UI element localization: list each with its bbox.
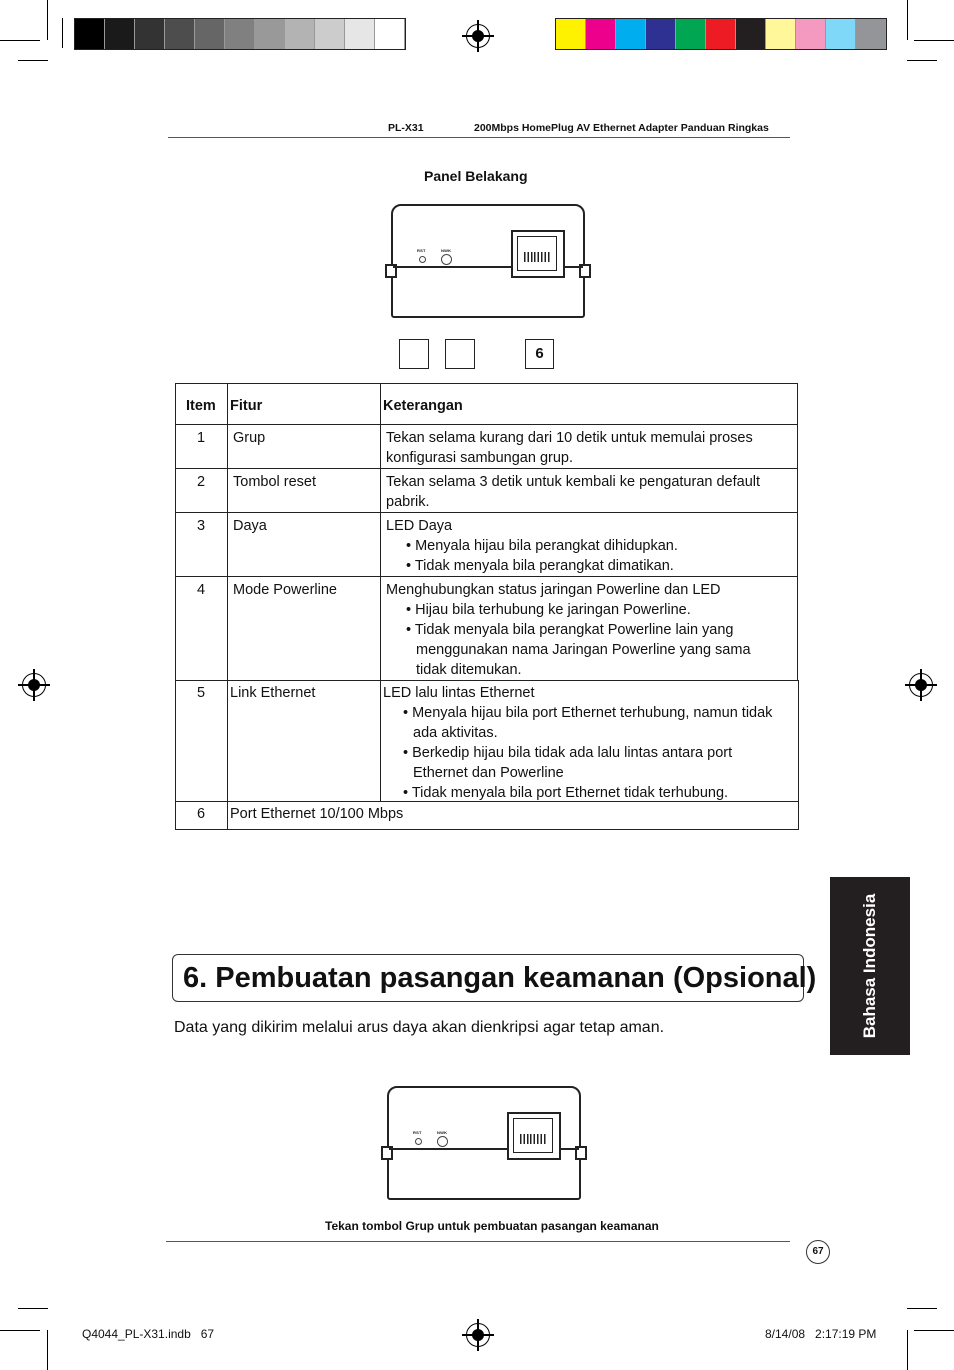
rst-label: RST <box>413 1130 422 1135</box>
color-swatch <box>706 19 736 49</box>
crop-mark <box>907 0 908 40</box>
header-model: PL-X31 <box>388 122 424 134</box>
row-desc-line: • Hijau bila terhubung ke jaringan Powerline. <box>406 602 691 618</box>
color-bar <box>555 18 887 50</box>
registration-target-icon <box>909 673 933 697</box>
row-item: 3 <box>197 518 206 534</box>
crop-mark <box>0 40 40 41</box>
language-side-tab-label: Bahasa Indonesia <box>860 893 879 1039</box>
grayscale-bar <box>74 18 406 50</box>
adapter-rear-illustration <box>391 204 585 318</box>
header-title: 200Mbps HomePlug AV Ethernet Adapter Panduan Ringkas <box>474 122 769 134</box>
gray-swatch <box>255 19 285 49</box>
color-swatch <box>856 19 886 49</box>
group-button <box>437 1136 448 1147</box>
row-item: 5 <box>197 685 206 701</box>
section-heading: 6. Pembuatan pasangan keamanan (Opsional) <box>183 962 817 994</box>
reset-hole <box>415 1138 422 1145</box>
color-swatch <box>796 19 826 49</box>
color-swatch <box>586 19 616 49</box>
reset-hole <box>419 256 426 263</box>
row-desc-line: • Tidak menyala bila perangkat dimatikan. <box>406 558 674 574</box>
row-desc-line: Tekan selama 3 detik untuk kembali ke pengaturan default <box>386 474 761 490</box>
row-desc-line: • Tidak menyala bila port Ethernet tidak terhubung. <box>403 785 729 801</box>
adapter-rear-illustration <box>387 1086 581 1200</box>
row-desc-line: konfigurasi sambungan grup. <box>386 450 574 466</box>
gray-swatch <box>225 19 255 49</box>
registration-target-icon <box>22 673 46 697</box>
row-feature: Port Ethernet 10/100 Mbps <box>230 806 404 822</box>
row-item: 6 <box>197 806 206 822</box>
crop-mark <box>47 1330 48 1370</box>
row-feature: Daya <box>233 518 267 534</box>
gray-swatch <box>375 19 405 49</box>
section-body: Data yang dikirim melalui arus daya akan dienkripsi agar tetap aman. <box>174 1019 665 1036</box>
row-desc-line: • Tidak menyala bila perangkat Powerline lain yang <box>406 622 734 638</box>
color-swatch <box>766 19 796 49</box>
row-desc-line: tidak ditemukan. <box>416 662 522 678</box>
ethernet-port-icon <box>507 1112 561 1160</box>
nwk-label: NWK <box>441 248 452 253</box>
rear-panel-title: Panel Belakang <box>424 168 528 184</box>
table-header-description: Keterangan <box>383 398 463 414</box>
crop-mark <box>62 18 63 48</box>
row-desc-line: Ethernet dan Powerline <box>413 765 564 781</box>
row-feature: Link Ethernet <box>230 685 316 701</box>
gray-swatch <box>345 19 375 49</box>
language-side-tab <box>830 877 910 1055</box>
crop-mark <box>907 60 937 61</box>
crop-mark <box>18 60 48 61</box>
group-button <box>441 254 452 265</box>
row-desc-line: • Berkedip hijau bila tidak ada lalu lintas antara port <box>403 745 733 761</box>
row-desc-line: Menghubungkan status jaringan Powerline dan LED <box>386 582 721 598</box>
row-desc-line: menggunakan nama Jaringan Powerline yang sama <box>416 642 751 658</box>
row-desc-line: • Menyala hijau bila perangkat dihidupkan. <box>406 538 678 554</box>
color-swatch <box>826 19 856 49</box>
callout-box-6: 6 <box>525 339 554 369</box>
gray-swatch <box>315 19 345 49</box>
row-desc-line: • Menyala hijau bila port Ethernet terhubung, namun tidak <box>403 705 773 721</box>
nwk-label: NWK <box>437 1130 448 1135</box>
row-feature: Mode Powerline <box>233 582 337 598</box>
page-number: 67 <box>806 1240 830 1264</box>
row-feature: Grup <box>233 430 266 446</box>
gray-swatch <box>285 19 315 49</box>
gray-swatch <box>195 19 225 49</box>
header-rule <box>168 137 790 138</box>
figure-caption: Tekan tombol Grup untuk pembuatan pasangan keamanan <box>325 1219 659 1233</box>
row-item: 4 <box>197 582 206 598</box>
crop-mark <box>907 1308 937 1309</box>
table-header-feature: Fitur <box>230 398 263 414</box>
row-desc-line: LED lalu lintas Ethernet <box>383 685 535 701</box>
footer-timestamp: 8/14/08 2:17:19 PM <box>765 1327 877 1341</box>
row-desc-line: ada aktivitas. <box>413 725 498 741</box>
color-swatch <box>646 19 676 49</box>
crop-mark <box>914 40 954 41</box>
row-item: 2 <box>197 474 206 490</box>
crop-mark <box>47 0 48 40</box>
crop-mark <box>18 1308 48 1309</box>
color-swatch <box>736 19 766 49</box>
gray-swatch <box>135 19 165 49</box>
table-header-item: Item <box>186 398 216 414</box>
callout-box <box>445 339 475 369</box>
gray-swatch <box>165 19 195 49</box>
row-item: 1 <box>197 430 206 446</box>
ethernet-port-icon <box>511 230 565 278</box>
gray-swatch <box>75 19 105 49</box>
color-swatch <box>676 19 706 49</box>
color-swatch <box>616 19 646 49</box>
registration-target-icon <box>466 24 490 48</box>
gray-swatch <box>105 19 135 49</box>
crop-mark <box>0 1330 40 1331</box>
row-desc-line: pabrik. <box>386 494 430 510</box>
section-heading-box <box>172 954 817 1002</box>
footer-rule <box>166 1241 790 1242</box>
rst-label: RST <box>417 248 426 253</box>
color-swatch <box>556 19 586 49</box>
footer-file: Q4044_PL-X31.indb 67 <box>82 1327 215 1341</box>
row-feature: Tombol reset <box>233 474 317 490</box>
row-desc-line: Tekan selama kurang dari 10 detik untuk memulai proses <box>386 430 753 446</box>
crop-mark <box>914 1330 954 1331</box>
row-desc-line: LED Daya <box>386 518 453 534</box>
callout-box <box>399 339 429 369</box>
crop-mark <box>907 1330 908 1370</box>
registration-target-icon <box>466 1323 490 1347</box>
